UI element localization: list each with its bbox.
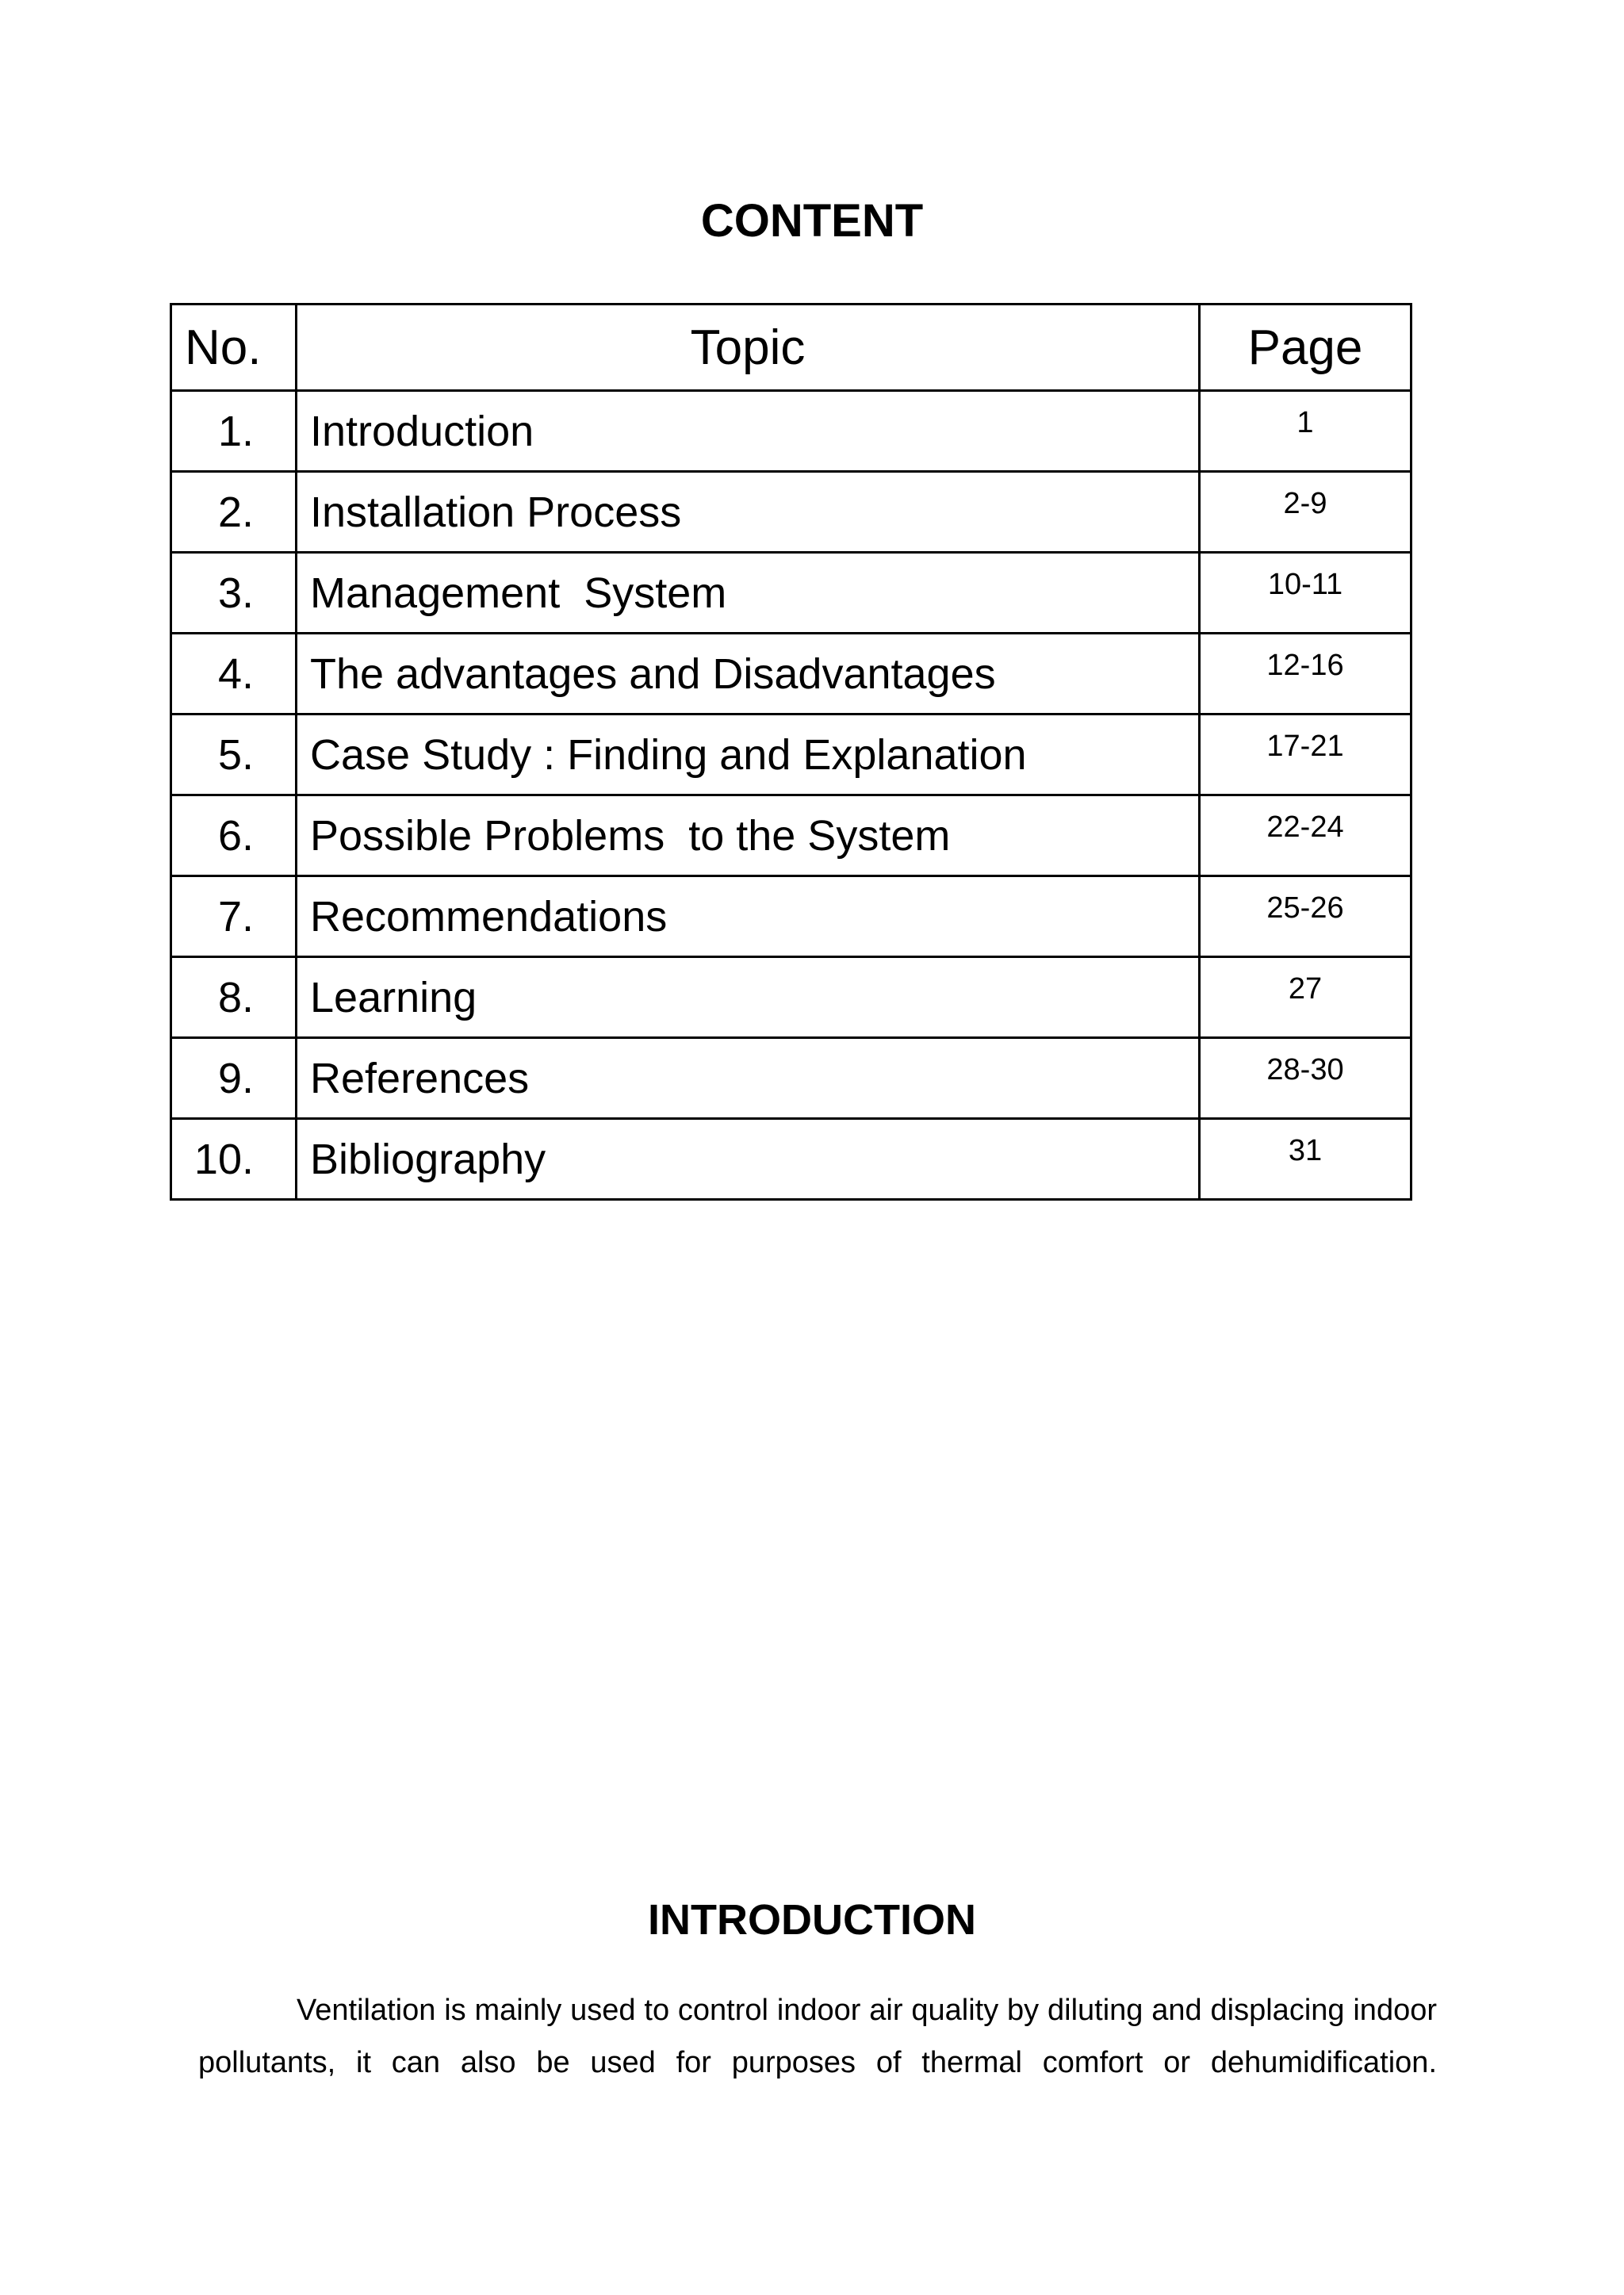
- row-topic: Learning: [297, 957, 1200, 1038]
- row-number: 6.: [171, 795, 297, 876]
- table-row: [171, 634, 1411, 715]
- row-number: 10.: [171, 1119, 297, 1200]
- table-row: [171, 957, 1411, 1038]
- row-number: 3.: [171, 553, 297, 634]
- row-page: 25-26: [1200, 876, 1411, 957]
- row-page: 31: [1200, 1119, 1411, 1200]
- table-row: [171, 553, 1411, 634]
- table-row: [171, 1119, 1411, 1200]
- header-no: No.: [171, 305, 297, 391]
- row-page: 10-11: [1200, 553, 1411, 634]
- row-page: 1: [1200, 391, 1411, 472]
- row-page: 2-9: [1200, 472, 1411, 553]
- row-topic: Management System: [297, 553, 1200, 634]
- row-page: 28-30: [1200, 1038, 1411, 1119]
- row-page: 17-21: [1200, 715, 1411, 795]
- table-row: [171, 715, 1411, 795]
- introduction-paragraph: Ventilation is mainly used to control indoor air quality by diluting and displacing indoor pollutants, it can also be used for purposes of thermal comfort or dehumidification.: [198, 1994, 1437, 2079]
- row-topic: Case Study : Finding and Explanation: [297, 715, 1200, 795]
- row-topic: Possible Problems to the System: [297, 795, 1200, 876]
- introduction-title: INTRODUCTION: [648, 1896, 976, 1944]
- row-page: 12-16: [1200, 634, 1411, 715]
- row-number: 2.: [171, 472, 297, 553]
- row-number: 4.: [171, 634, 297, 715]
- table-header-row: [171, 305, 1411, 391]
- row-number: 8.: [171, 957, 297, 1038]
- header-topic: Topic: [297, 305, 1200, 391]
- row-topic: The advantages and Disadvantages: [297, 634, 1200, 715]
- row-topic: Installation Process: [297, 472, 1200, 553]
- row-topic: Recommendations: [297, 876, 1200, 957]
- row-number: 9.: [171, 1038, 297, 1119]
- row-topic: Bibliography: [297, 1119, 1200, 1200]
- table-row: [171, 876, 1411, 957]
- row-page: 27: [1200, 957, 1411, 1038]
- row-number: 1.: [171, 391, 297, 472]
- row-number: 7.: [171, 876, 297, 957]
- row-number: 5.: [171, 715, 297, 795]
- table-row: [171, 795, 1411, 876]
- row-topic: Introduction: [297, 391, 1200, 472]
- table-row: [171, 391, 1411, 472]
- table-row: [171, 472, 1411, 553]
- table-of-contents: [170, 303, 1412, 1201]
- header-page: Page: [1200, 305, 1411, 391]
- row-topic: References: [297, 1038, 1200, 1119]
- table-row: [171, 1038, 1411, 1119]
- content-title: CONTENT: [700, 195, 924, 247]
- row-page: 22-24: [1200, 795, 1411, 876]
